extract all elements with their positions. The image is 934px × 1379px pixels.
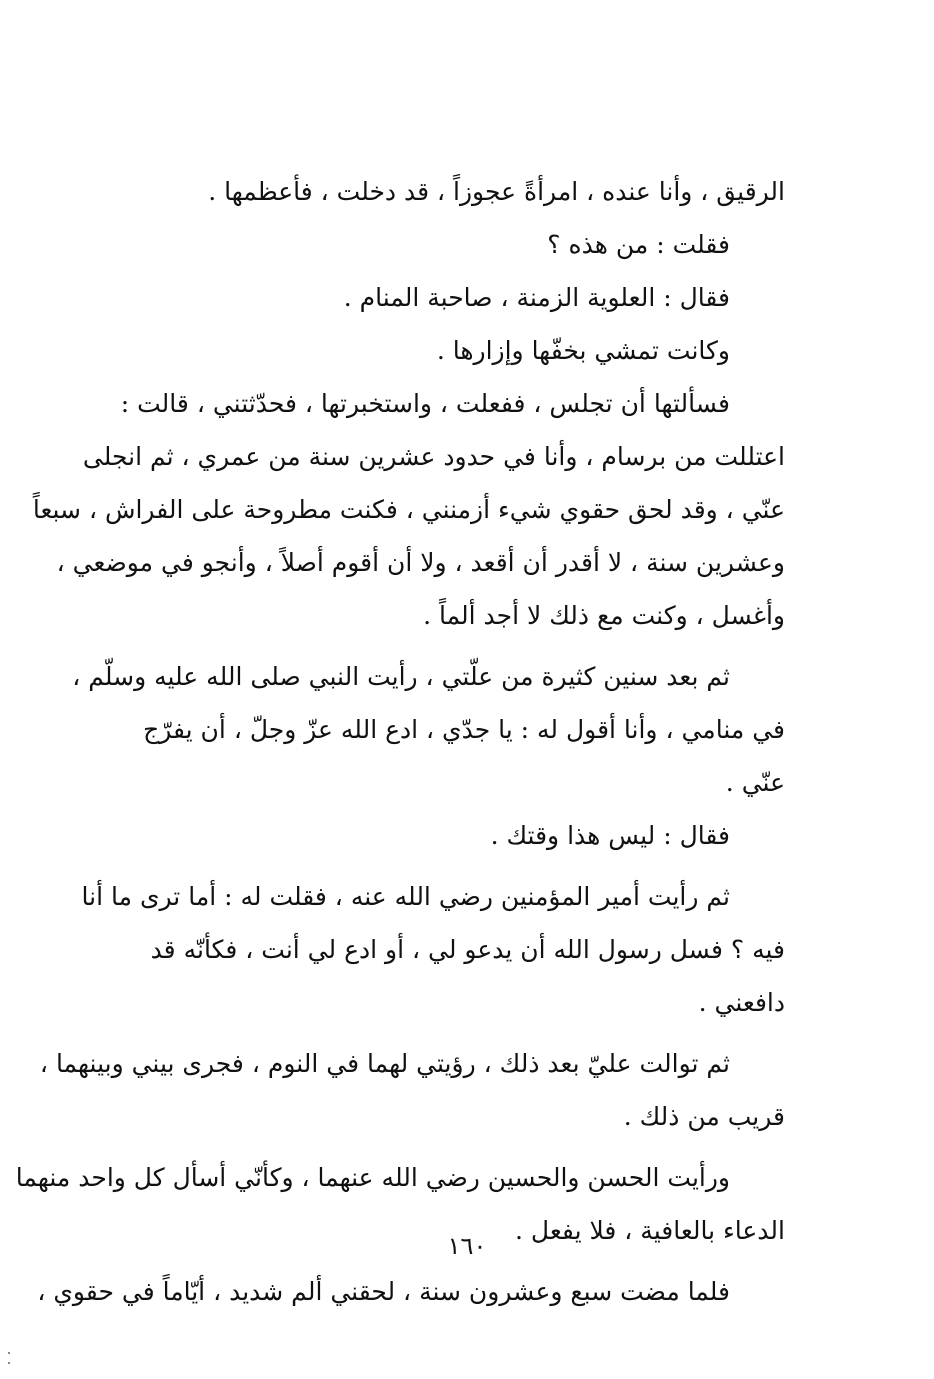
text-line: ثم توالت عليّ بعد ذلك ، رؤيتي لهما في النوم ، فجرى بيني وبينهما ، [39,1049,730,1078]
text-line: ورأيت الحسن والحسين رضي الله عنهما ، وكأنّي أسأل كل واحد منهما [15,1163,730,1192]
text-line: عنّي ، وقد لحق حقوي شيء أزمنني ، فكنت مطروحة على الفراش ، سبعاً [32,495,785,524]
scan-edge-mark [8,1362,10,1364]
text-line: اعتللت من برسام ، وأنا في حدود عشرين سنة من عمري ، ثم انجلى [82,442,785,471]
text-line: في منامي ، وأنا أقول له : يا جدّي ، ادع الله عزّ وجلّ ، أن يفرّج [143,715,785,744]
scan-edge-mark [8,1352,10,1354]
text-line: فقلت : من هذه ؟ [547,230,730,259]
paragraph-gap [95,862,785,870]
text-line: دافعني . [698,988,785,1017]
text-line: الرقيق ، وأنا عنده ، امرأةً عجوزاً ، قد دخلت ، فأعظمها . [208,177,785,206]
text-line: فقال : العلوية الزمنة ، صاحبة المنام . [343,283,730,312]
text-line: وعشرين سنة ، لا أقدر أن أقعد ، ولا أن أقوم أصلاً ، وأنجو في موضعي ، [56,548,785,577]
page-number: ١٦٠ [447,1232,487,1260]
text-line: وكانت تمشي بخفّها وإزارها . [436,336,730,365]
paragraph-gap [95,1029,785,1037]
text-line: فيه ؟ فسل رسول الله أن يدعو لي ، أو ادع لي أنت ، فكأنّه قد [150,935,785,964]
paragraph-gap [95,1143,785,1151]
text-line: ثم رأيت أمير المؤمنين رضي الله عنه ، فقلت له : أما ترى ما أنا [81,882,730,911]
text-line: قريب من ذلك . [623,1102,785,1131]
text-line: الدعاء بالعافية ، فلا يفعل . [515,1216,785,1245]
text-line: عنّي . [725,768,785,797]
text-line: فقال : ليس هذا وقتك . [490,821,730,850]
text-line: فسألتها أن تجلس ، ففعلت ، واستخبرتها ، فحدّثتني ، قالت : [120,389,730,418]
text-line: ثم بعد سنين كثيرة من علّتي ، رأيت النبي صلى الله عليه وسلّم ، [72,662,730,691]
page-body-text [15,165,785,1318]
text-line: فلما مضت سبع وعشرون سنة ، لحقني ألم شديد ، أيّاماً في حقوي ، [37,1277,730,1306]
text-line: وأغسل ، وكنت مع ذلك لا أجد ألماً . [423,601,785,630]
paragraph-gap [95,642,785,650]
